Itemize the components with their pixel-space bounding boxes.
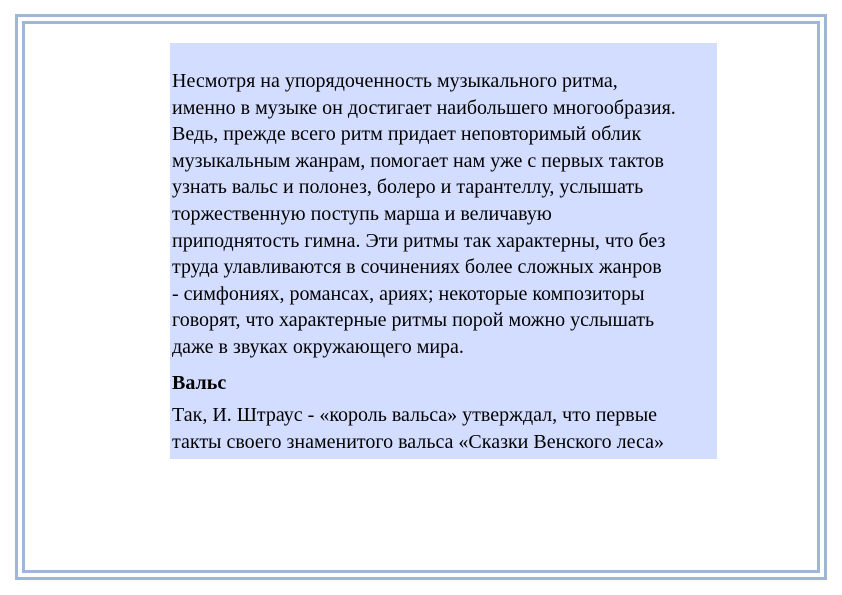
text-line: музыкальным жанрам, помогает нам уже с первых тактов [172, 149, 664, 172]
text-line: Так, И. Штраус - «король вальса» утверждал, что первые [172, 404, 658, 427]
text-line: труда улавливаются в сочинениях более сложных жанров [172, 256, 662, 279]
paragraph-waltz [172, 402, 717, 455]
paragraph-rhythm [172, 68, 717, 361]
text-line: такты своего знаменитого вальса «Сказки Венского леса» [172, 430, 664, 453]
text-line: Несмотря на упорядоченность музыкального ритма, [172, 70, 618, 92]
text-box [170, 43, 717, 459]
text-line: торжественную поступь марша и величавую [172, 202, 552, 225]
text-line: говорят, что характерные ритмы порой можно услышать [172, 309, 655, 332]
text-line: приподнятость гимна. Эти ритмы так характерны, что без [172, 229, 666, 252]
text-line: Ведь, прежде всего ритм придает неповторимый облик [172, 123, 642, 146]
text-line: даже в звуках окружающего мира. [172, 335, 464, 358]
section-heading: Вальс [172, 371, 227, 394]
text-line: узнать вальс и полонез, болеро и тарантеллу, услышать [172, 176, 644, 199]
text-line: именно в музыке он достигает наибольшего многообразия. [172, 96, 676, 119]
text-line: - симфониях, романсах, ариях; некоторые композиторы [172, 282, 645, 305]
